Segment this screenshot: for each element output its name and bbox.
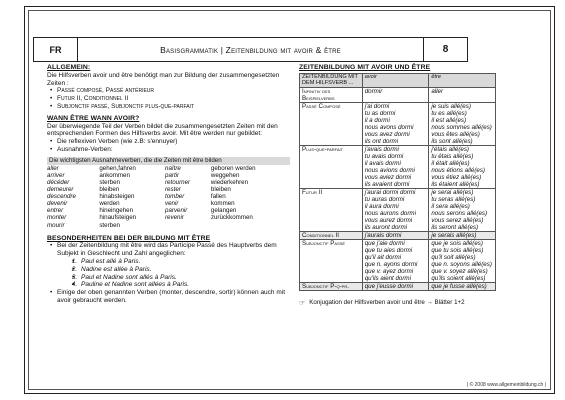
conjugated-form: nous aurons dormi bbox=[364, 209, 416, 217]
conjugated-form: nous serons allé(es) bbox=[431, 209, 488, 217]
french-verb: arriver bbox=[47, 171, 65, 179]
wann-list bbox=[47, 138, 290, 154]
conjugated-form: il a dormi bbox=[364, 116, 390, 124]
german-meaning: hinaufsteigen bbox=[99, 214, 137, 222]
list-item: • Einige der oben genannten Verben (monter, descendre, sortir) können auch mit avoir gebraucht werden. bbox=[57, 289, 290, 305]
page-title: Basisgrammatik | Zeitenbildung mit avoir & être bbox=[160, 44, 341, 55]
table-row bbox=[300, 87, 496, 102]
table-row bbox=[47, 207, 290, 214]
conjugated-form: nous étions allé(es) bbox=[431, 166, 485, 174]
column-header: ZEITENBILDUNG MIT DEM HILFSVERB ... bbox=[300, 74, 363, 88]
table-row bbox=[47, 165, 290, 172]
conjugated-form: tu es allé(es) bbox=[431, 109, 467, 117]
etre-forms bbox=[429, 188, 496, 231]
tense-name: Futur II bbox=[300, 188, 363, 231]
conjugated-form: vous aviez dormi bbox=[364, 173, 412, 181]
conjugated-form: que v. soyez allé(es) bbox=[431, 267, 488, 275]
french-verb: venir bbox=[165, 200, 179, 208]
table-row bbox=[47, 179, 290, 186]
conjugated-form: je serais allé(es) bbox=[431, 231, 477, 239]
conjugated-form: ils auront dormi bbox=[364, 223, 408, 231]
besonderheiten-list bbox=[47, 242, 290, 304]
conjugated-form: il aura dormi bbox=[364, 202, 399, 210]
list-item bbox=[57, 242, 290, 289]
french-verb: mourir bbox=[47, 221, 65, 229]
conjugated-form: tu as dormi bbox=[364, 109, 396, 117]
section-title-allgemein: ALLGEMEIN: bbox=[47, 64, 91, 71]
french-verb: décéder bbox=[47, 178, 70, 186]
conjugated-form: je suis allé(es) bbox=[431, 102, 471, 110]
section-title-wann: WANN ÊTRE WANN AVOIR? bbox=[47, 114, 140, 122]
table-row bbox=[300, 145, 496, 188]
french-verb: revenir bbox=[165, 214, 184, 222]
example-list bbox=[57, 258, 290, 289]
conjugated-form: il est allé(es) bbox=[431, 116, 467, 124]
german-meaning: wiederkehren bbox=[210, 178, 249, 186]
list-item: • Subjonctif passé, Subjonctif plus-que-parfait bbox=[57, 103, 290, 111]
conjugated-form: ils sont allé(es) bbox=[431, 137, 473, 145]
conjugation-table bbox=[299, 73, 496, 291]
worksheet-page bbox=[24, 6, 555, 394]
french-verb: tomber bbox=[165, 193, 185, 201]
conjugated-form: j'étais allé(es) bbox=[431, 145, 469, 153]
note-line bbox=[299, 299, 496, 307]
german-meaning: gelangen bbox=[210, 207, 237, 215]
page-number: 8 bbox=[423, 38, 467, 61]
conjugated-form: vous aurez dormi bbox=[364, 216, 413, 224]
french-verb: parvenir bbox=[165, 207, 188, 215]
conjugated-form: je serai allé(es) bbox=[431, 188, 474, 196]
list-item: • Futur II, Conditionnel II bbox=[57, 95, 290, 103]
section-title-besonderheiten: BESONDERHEITEN BEI DER BILDUNG MIT ÊTRE bbox=[47, 234, 211, 242]
conjugated-form: tu seras allé(es) bbox=[431, 195, 476, 203]
tense-name: Subjonctif P-q-pr. bbox=[300, 282, 363, 290]
wann-text: Der überwiegende Teil der Verben bildet die zusammengesetzten Zeiten mit den entsprechenden Formen des Hilfsverbs avoir. Mit être werden nur gebildet: bbox=[47, 122, 278, 138]
right-column bbox=[299, 64, 496, 307]
table-row bbox=[300, 282, 496, 290]
german-meaning bbox=[211, 222, 290, 229]
avoir-forms bbox=[362, 145, 429, 188]
conjugated-form: vous serez allé(es) bbox=[431, 216, 484, 224]
french-verb: naître bbox=[165, 164, 181, 172]
conjugated-form: il avais dormi bbox=[364, 159, 401, 167]
french-verb bbox=[165, 222, 211, 229]
conjugated-form: ils ont dormi bbox=[364, 137, 399, 145]
list-item: • Passé composé, Passé antérieur bbox=[57, 87, 290, 95]
german-meaning: hinabsteigen bbox=[99, 193, 135, 201]
german-meaning: geboren werden bbox=[210, 164, 256, 172]
conjugated-form: que tu sois allé(es) bbox=[431, 246, 484, 254]
allgemein-list bbox=[47, 87, 290, 110]
page-header bbox=[33, 37, 468, 62]
conjugated-form: il était allé(es) bbox=[431, 159, 470, 167]
conjugated-form: vous étiez allé(es) bbox=[431, 173, 482, 181]
etre-forms bbox=[429, 282, 496, 290]
table-row bbox=[300, 231, 496, 239]
conjugated-form: que je sois allé(es) bbox=[431, 239, 483, 247]
conjugated-form: que tu aies dormi bbox=[364, 246, 413, 254]
allgemein-text: Die Hilfsverben avoir und être benötigt man zur Bildung der zusammengesetzten Zeiten : bbox=[47, 71, 280, 87]
column-header: être bbox=[429, 74, 496, 88]
conjugated-form: j'aurai dormi dormi bbox=[364, 188, 416, 196]
example-item: • 2. Nadine est allée à Paris. bbox=[79, 266, 290, 274]
german-meaning: bleiben bbox=[210, 186, 231, 194]
language-code: FR bbox=[34, 38, 78, 61]
conjugated-form: qu'ils soient allé(es) bbox=[431, 274, 486, 282]
table-row bbox=[47, 200, 290, 207]
german-meaning: sterben bbox=[99, 178, 120, 186]
conjugated-form: nous avions dormi bbox=[364, 166, 415, 174]
conjugated-form: que n. soyons allé(es) bbox=[431, 260, 492, 268]
conjugated-form: que j'aie dormi bbox=[364, 239, 405, 247]
conjugated-form: qu'il soit allé(es) bbox=[431, 253, 476, 261]
french-verb: monter bbox=[47, 214, 67, 222]
conjugated-form: vous êtes allé(es) bbox=[431, 130, 480, 138]
conjugation-section-title: ZEITENBILDUNG MIT AVOIR UND ÊTRE bbox=[299, 64, 431, 71]
etre-forms bbox=[429, 239, 496, 282]
french-verb: aller bbox=[47, 164, 59, 172]
tense-name: Passé Composé bbox=[300, 102, 363, 145]
conjugated-form: que n. ayons dormi bbox=[364, 260, 418, 268]
french-verb: descendre bbox=[47, 193, 76, 201]
german-meaning: kommen bbox=[210, 200, 235, 208]
conjugated-form: j'aurais dormi bbox=[364, 231, 402, 239]
copyright-footer: | © 2008 www.allgemeinbildung.ch | bbox=[466, 382, 546, 388]
avoir-forms bbox=[362, 239, 429, 282]
pointer-icon: ☞ bbox=[299, 299, 306, 307]
conjugated-form: ils avaient dormi bbox=[364, 180, 410, 188]
example-item: • 4. Pauline et Nadine sont allées à Paris. bbox=[79, 281, 290, 289]
conjugated-form: ils seront allé(es) bbox=[431, 223, 479, 231]
etre-forms bbox=[429, 231, 496, 239]
avoir-forms bbox=[362, 87, 429, 102]
table-row bbox=[47, 214, 290, 221]
note-text: Konjugation der Hilfsverben avoir und être → Blätter 1+2 bbox=[309, 299, 465, 307]
conjugated-form: j'avais dormi bbox=[364, 145, 399, 153]
conjugated-form: qu'ils aient dormi bbox=[364, 274, 411, 282]
french-verb: entrer bbox=[47, 207, 64, 215]
conjugated-form: tu avais dormi bbox=[364, 152, 404, 160]
list-item: • Ausnahme-Verben: bbox=[57, 146, 290, 154]
conjugated-form: tu auras dormi bbox=[364, 195, 405, 203]
conjugated-form: nous sommes allé(es) bbox=[431, 123, 492, 131]
french-verb: partir bbox=[165, 171, 180, 179]
avoir-forms bbox=[362, 188, 429, 231]
german-meaning: sterben bbox=[99, 221, 120, 229]
etre-forms bbox=[429, 102, 496, 145]
etre-forms bbox=[429, 145, 496, 188]
french-verb: devenir bbox=[47, 200, 68, 208]
table-row bbox=[300, 239, 496, 282]
german-meaning: bleiben bbox=[99, 186, 120, 194]
conjugated-form: tu étais allé(es) bbox=[431, 152, 474, 160]
conjugated-form: aller bbox=[431, 87, 444, 95]
german-meaning: weggehen bbox=[210, 171, 240, 179]
exceptions-title: Die wichtigsten Ausnahmeverben, die die Zeiten mit être bilden bbox=[47, 157, 290, 165]
conjugated-form: qu'il ait dormi bbox=[364, 253, 401, 261]
example-item: • 3. Paul et Nadine sont allés à Paris. bbox=[79, 274, 290, 282]
tense-name: Infinitiv des Beispielverbs bbox=[300, 87, 363, 102]
table-row bbox=[300, 188, 496, 231]
example-item: • 1. Paul est allé à Paris. bbox=[79, 258, 290, 266]
german-meaning: zurückkommen bbox=[210, 214, 253, 222]
conjugated-form: vous avez dormi bbox=[364, 130, 410, 138]
left-column bbox=[47, 64, 290, 305]
exceptions-table bbox=[47, 165, 290, 229]
column-header: avoir bbox=[362, 74, 429, 88]
table-row bbox=[47, 222, 290, 229]
german-meaning: hineingehen bbox=[99, 207, 134, 215]
table-row bbox=[47, 172, 290, 179]
table-row bbox=[47, 186, 290, 193]
german-meaning: gehen,fahren bbox=[99, 164, 136, 172]
conjugated-form: j'ai dormi bbox=[364, 102, 390, 110]
conjugated-form: que je fusse allé(es) bbox=[431, 282, 487, 290]
tense-name: Plus-que-parfait bbox=[300, 145, 363, 188]
avoir-forms bbox=[362, 282, 429, 290]
table-row bbox=[47, 193, 290, 200]
german-meaning: werden bbox=[99, 200, 120, 208]
conjugated-form: dormir bbox=[364, 87, 383, 95]
german-meaning: fallen bbox=[210, 193, 226, 201]
conjugated-form: ils étaient allé(es) bbox=[431, 180, 480, 188]
french-verb: rester bbox=[165, 186, 181, 194]
conjugated-form: que j'eusse dormi bbox=[364, 282, 414, 290]
tense-name: Conditionnel II bbox=[300, 231, 363, 239]
conjugated-form: nous avons dormi bbox=[364, 123, 414, 131]
tense-name: Subjonctif Passé bbox=[300, 239, 363, 282]
french-verb: demeurer bbox=[47, 186, 74, 194]
etre-forms bbox=[429, 87, 496, 102]
conjugated-form: que v. ayez dormi bbox=[364, 267, 414, 275]
conjugated-form: il sera allé(es) bbox=[431, 202, 470, 210]
avoir-forms bbox=[362, 102, 429, 145]
list-item: • Die reflexiven Verben (wie z.B: s'ennuyer) bbox=[57, 138, 290, 146]
avoir-forms bbox=[362, 231, 429, 239]
besonderheiten-text-1: Bei der Zeitenbildung mit être wird das Participe Passé des Hauptverbs dem Subjekt in Geschlecht und Zahl angeglichen: bbox=[57, 242, 277, 258]
table-row bbox=[300, 102, 496, 145]
german-meaning: ankommen bbox=[99, 171, 130, 179]
french-verb: retourner bbox=[165, 178, 191, 186]
